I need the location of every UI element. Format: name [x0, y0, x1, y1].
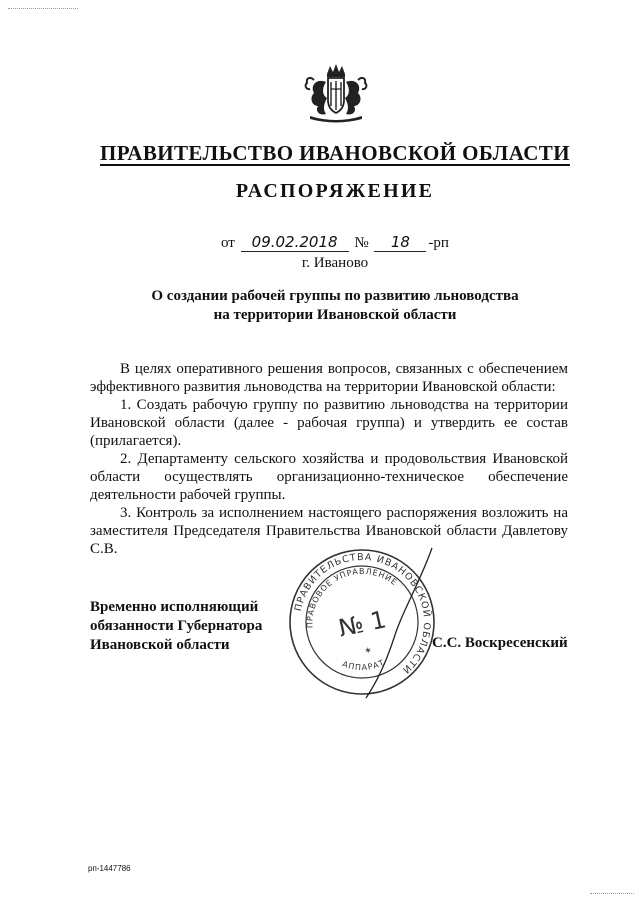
document-body	[90, 360, 568, 558]
stamp-inner-text: ПРАВОВОЕ УПРАВЛЕНИЕ	[305, 566, 399, 629]
date-number-line	[221, 234, 449, 252]
body-paragraph-2: 2. Департаменту сельского хозяйства и продовольствия Ивановской области осуществлять организационно-техническое обеспечение деятельности рабочей группы.	[90, 451, 568, 503]
city-line: г. Иваново	[301, 255, 369, 271]
date-value: 09.02.2018	[241, 234, 349, 252]
document-subject	[90, 287, 580, 325]
government-title: ПРАВИТЕЛЬСТВО ИВАНОВСКОЙ ОБЛАСТИ	[100, 141, 570, 165]
position-line-2: обязанности Губернатора	[90, 618, 263, 634]
subject-line-1: О создании рабочей группы по развитию льноводства	[151, 288, 519, 304]
document-number: 18	[374, 234, 426, 252]
stamp-star-icon: ✶	[363, 645, 373, 658]
date-from-label: от	[221, 235, 235, 251]
stamp-outer-text: ПРАВИТЕЛЬСТВА ИВАНОВСКОЙ ОБЛАСТИ	[292, 551, 433, 676]
body-paragraph-preamble: В целях оперативного решения вопросов, связанных с обеспечением эффективного развития льноводства на территории Ивановской области:	[90, 361, 568, 395]
signatory-position	[90, 598, 290, 655]
stamp-lower-text: АППАРАТ	[341, 657, 387, 673]
subject-line-2: на территории Ивановской области	[213, 307, 457, 323]
number-suffix: -рп	[428, 235, 449, 251]
official-stamp	[282, 542, 442, 702]
body-paragraph-1: 1. Создать рабочую группу по развитию льноводства на территории Ивановской области (далее - рабочая группа) и утвердить ее состав (прилагается).	[90, 397, 568, 449]
bottom-right-scan-mark	[590, 893, 634, 894]
position-line-1: Временно исполняющий	[90, 599, 259, 615]
coat-of-arms-emblem	[300, 62, 372, 124]
stamp-number: № 1	[336, 605, 389, 643]
registration-number: рп-1447786	[88, 864, 131, 873]
position-line-3: Ивановской области	[90, 637, 230, 653]
top-left-scan-mark	[8, 8, 78, 9]
document-type-title: РАСПОРЯЖЕНИЕ	[235, 180, 435, 202]
body-paragraph-3: 3. Контроль за исполнением настоящего распоряжения возложить на заместителя Председателя Правительства Ивановской области Давлетову С.В.	[90, 505, 568, 557]
number-label: №	[354, 235, 369, 251]
signatory-name: С.С. Воскресенский	[432, 635, 568, 651]
